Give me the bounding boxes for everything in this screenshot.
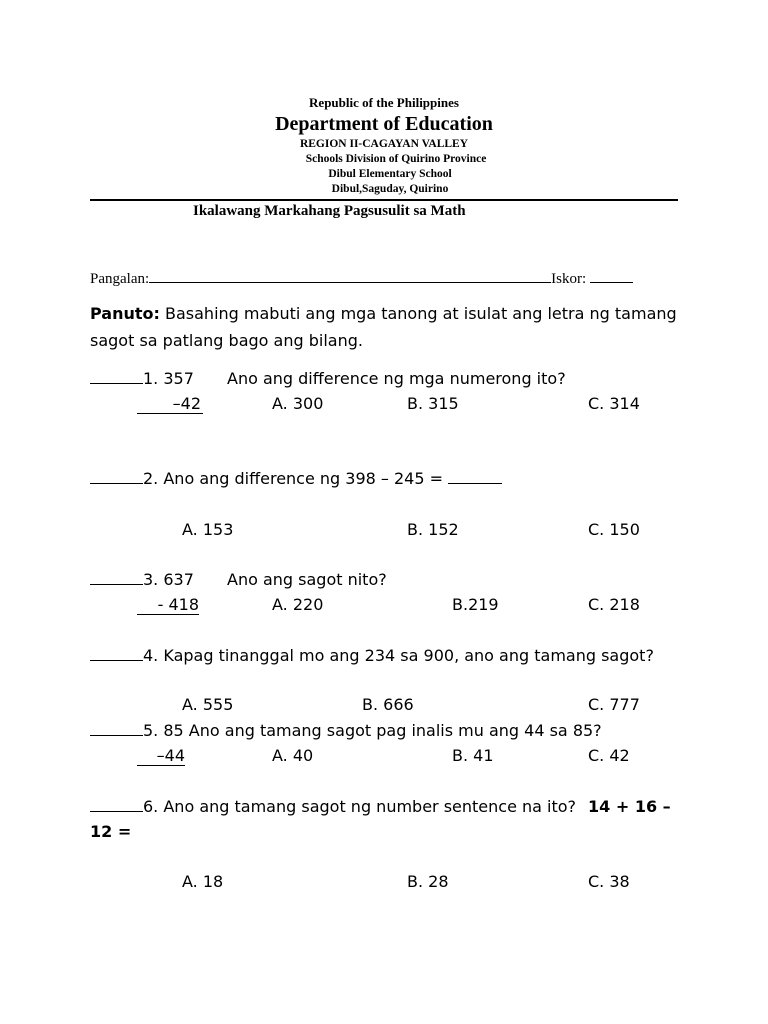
question-5: 5. 85 Ano ang tamang sagot pag inalis mu ang 44 sa 85? [90, 721, 602, 740]
choice-1a: A. 300 [272, 394, 324, 413]
choice-5b: B. 41 [452, 746, 494, 765]
answer-blank-3[interactable] [90, 570, 143, 585]
name-blank[interactable] [149, 268, 551, 283]
question-1-subtrahend: –42 [137, 394, 203, 414]
choice-4b: B. 666 [362, 695, 414, 714]
question-6-expression-part-1: 14 + 16 – [588, 797, 671, 816]
question-1-text: Ano ang difference ng mga numerong ito? [227, 369, 566, 388]
equation-blank-2[interactable] [448, 469, 502, 484]
choice-4c: C. 777 [588, 695, 640, 714]
republic-line: Republic of the Philippines [309, 95, 459, 110]
instructions-label: Panuto: [90, 304, 160, 323]
question-6: 6. Ano ang tamang sagot ng number sentence na ito? [90, 797, 576, 816]
instructions-line-1: Panuto: Basahing mabuti ang mga tanong at isulat ang letra ng tamang [90, 304, 677, 323]
question-1: 1. 357 [90, 369, 194, 388]
choice-6b: B. 28 [407, 872, 449, 891]
choice-5c: C. 42 [588, 746, 630, 765]
question-2: 2. Ano ang difference ng 398 – 245 = [90, 469, 502, 488]
score-blank[interactable] [590, 268, 633, 283]
answer-blank-5[interactable] [90, 721, 143, 736]
department-title: Department of Education [275, 113, 493, 135]
score-label: Iskor: [551, 271, 587, 287]
choice-5a: A. 40 [272, 746, 314, 765]
header-divider [90, 199, 678, 201]
question-4: 4. Kapag tinanggal mo ang 234 sa 900, ano ang tamang sagot? [90, 646, 654, 665]
answer-blank-4[interactable] [90, 646, 143, 661]
question-3-text: Ano ang sagot nito? [227, 570, 387, 589]
choice-2c: C. 150 [588, 520, 640, 539]
choice-1c: C. 314 [588, 394, 640, 413]
region-line: REGION II-CAGAYAN VALLEY [299, 138, 469, 150]
name-label: Pangalan: [90, 271, 150, 287]
choice-3c: C. 218 [588, 595, 640, 614]
question-3-subtrahend: - 418 [137, 595, 199, 615]
question-5-subtrahend: –44 [137, 746, 185, 766]
test-title: Ikalawang Markahang Pagsusulit sa Math [193, 203, 466, 219]
choice-6c: C. 38 [588, 872, 630, 891]
answer-blank-6[interactable] [90, 797, 143, 812]
address-line: Dibul,Saguday, Quirino [331, 183, 449, 195]
choice-2b: B. 152 [407, 520, 459, 539]
answer-blank-1[interactable] [90, 369, 143, 384]
choice-2a: A. 153 [182, 520, 234, 539]
division-line: Schools Division of Quirino Province [305, 153, 487, 165]
question-3: 3. 637 [90, 570, 194, 589]
school-line: Dibul Elementary School [328, 168, 452, 180]
choice-1b: B. 315 [407, 394, 459, 413]
name-score-row [90, 268, 633, 288]
answer-blank-2[interactable] [90, 469, 143, 484]
instructions-line-2: sagot sa patlang bago ang bilang. [90, 331, 363, 350]
question-6-expression-part-2: 12 = [90, 822, 132, 841]
choice-6a: A. 18 [182, 872, 224, 891]
choice-3a: A. 220 [272, 595, 324, 614]
choice-3b: B.219 [452, 595, 499, 614]
choice-4a: A. 555 [182, 695, 234, 714]
